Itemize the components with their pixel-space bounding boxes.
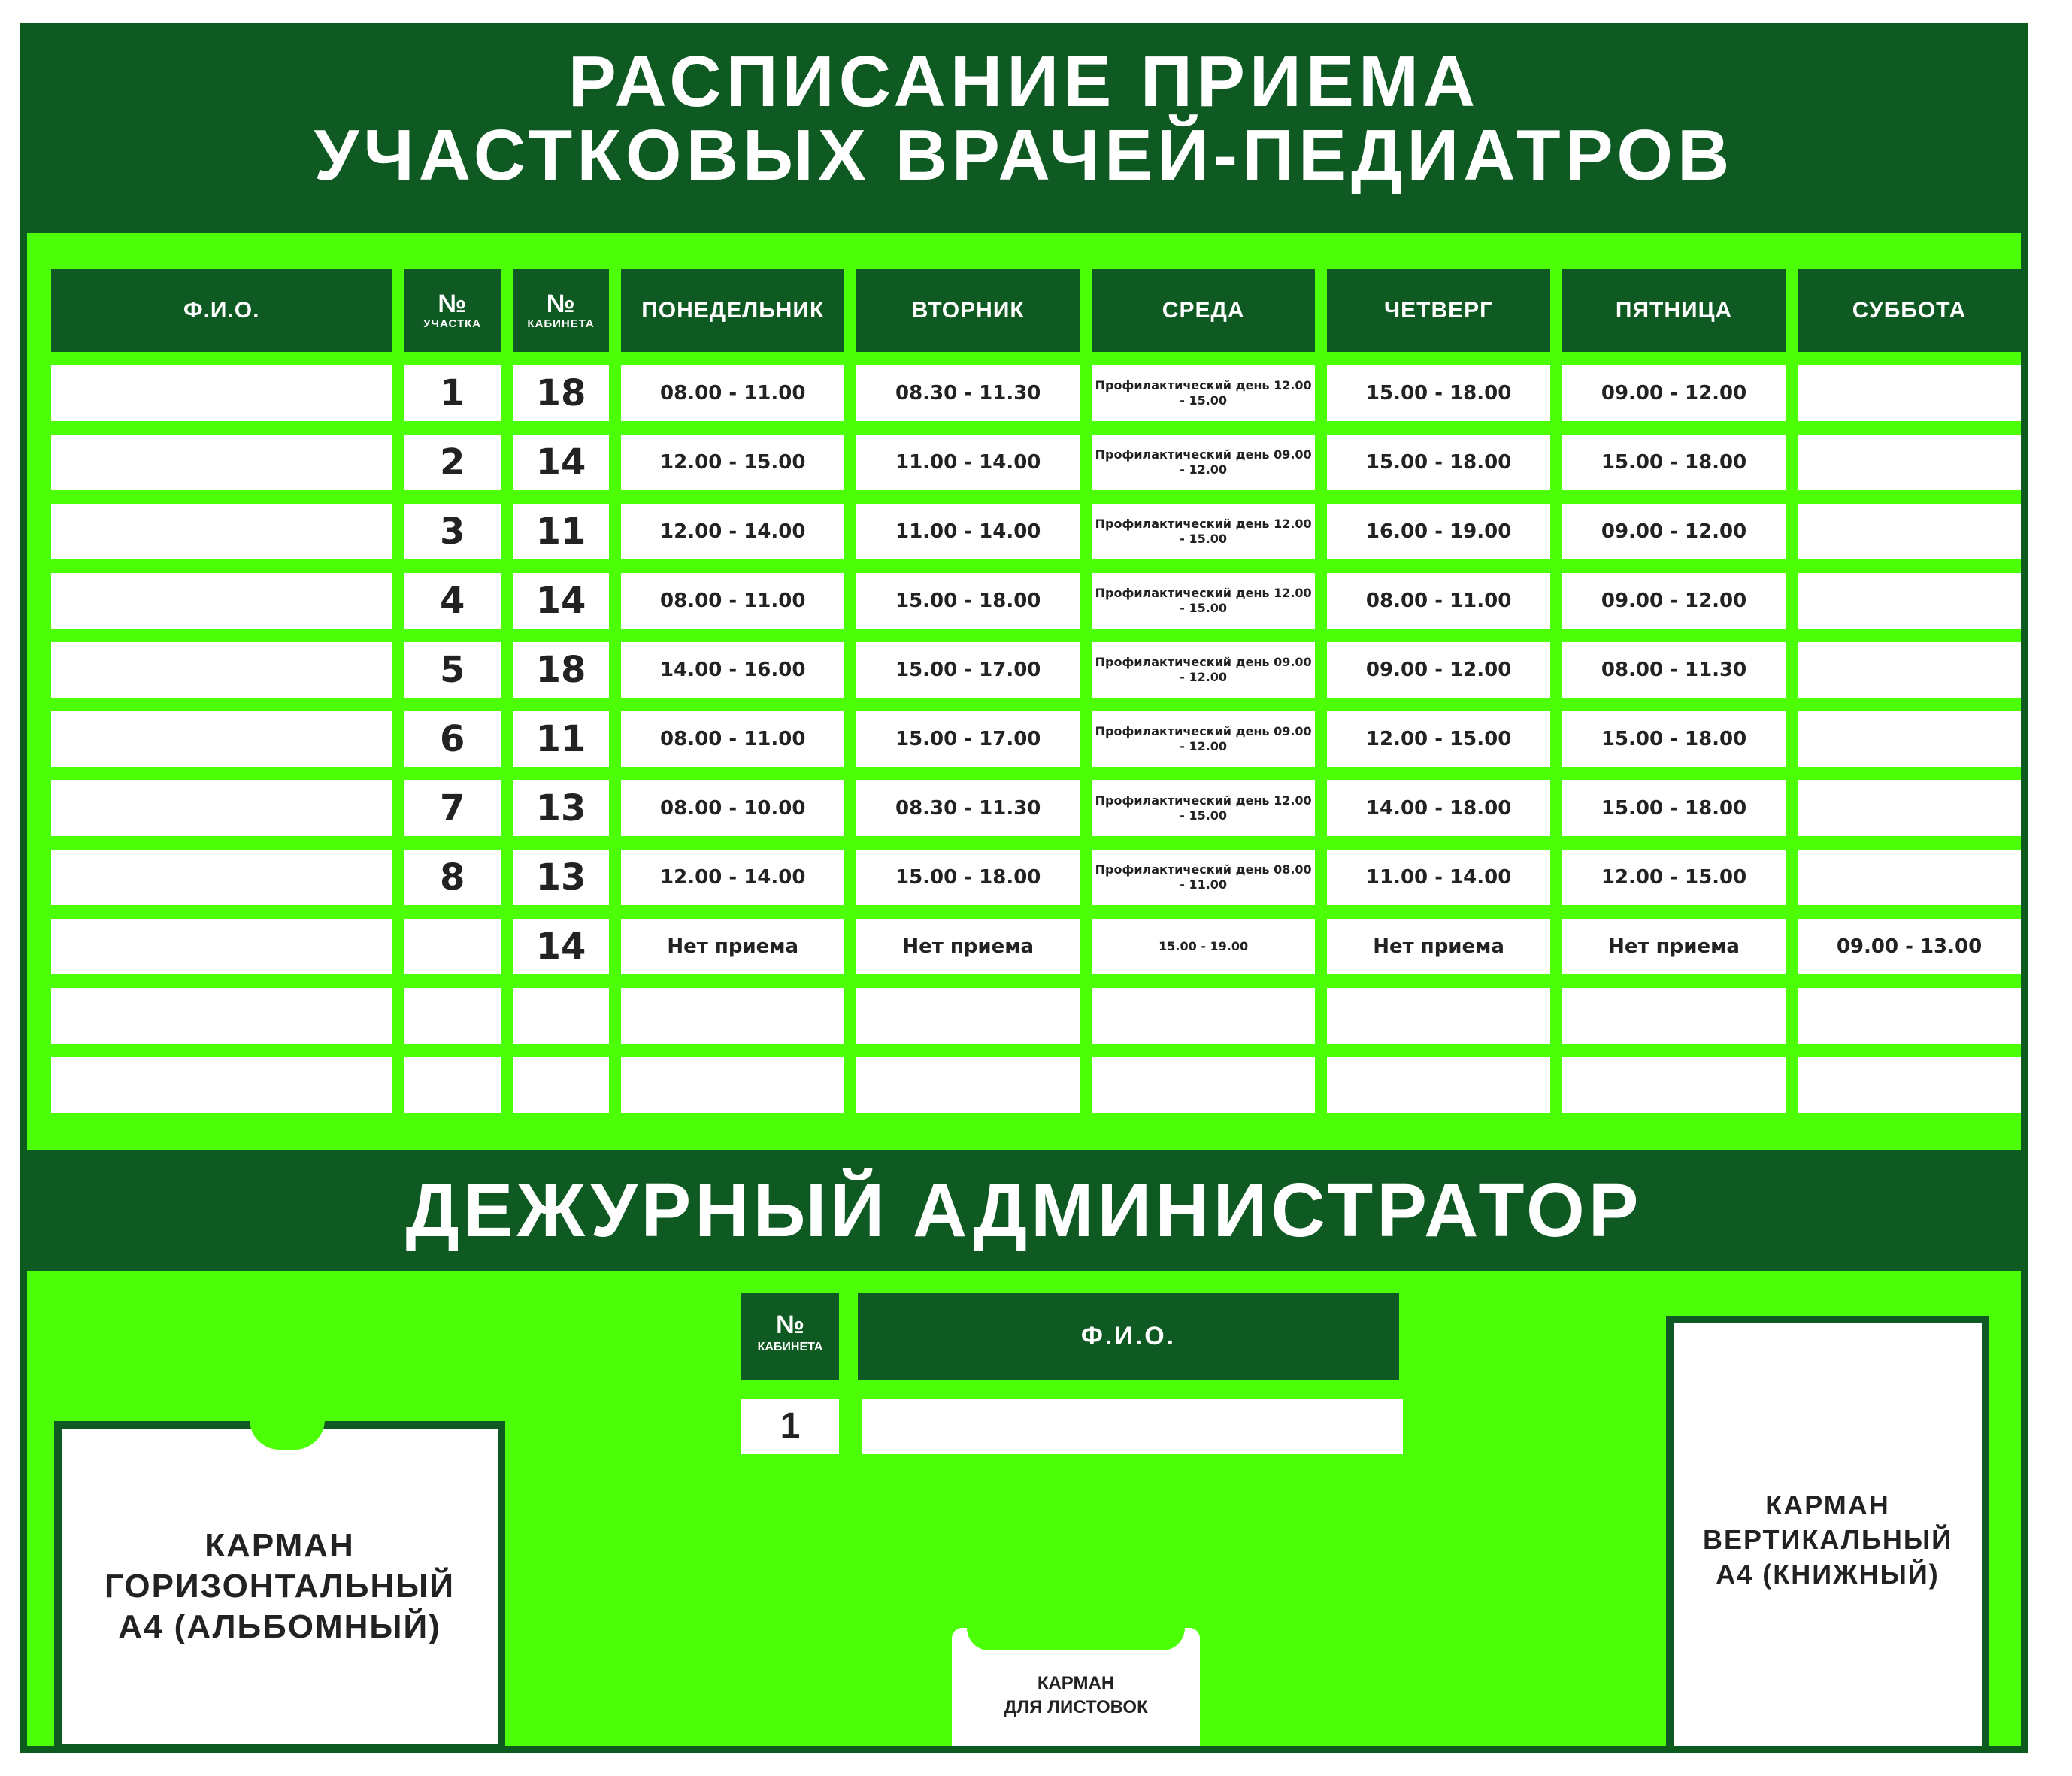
cell-monday: 08.00 - 11.00 (621, 711, 844, 767)
table-row (51, 919, 2021, 974)
cell-fio (51, 780, 392, 836)
cell-wednesday: Профилактический день 12.00 - 15.00 (1092, 573, 1315, 629)
cell-saturday (1798, 1057, 2021, 1113)
cell-wednesday: Профилактический день 12.00 - 15.00 (1092, 780, 1315, 836)
cell-uchastok: 5 (404, 642, 500, 698)
table-row (51, 1057, 2021, 1113)
cell-thursday (1327, 1057, 1550, 1113)
cell-saturday (1798, 711, 2021, 767)
cell-tuesday: 15.00 - 17.00 (856, 711, 1080, 767)
cell-friday: Нет приема (1562, 919, 1786, 974)
cell-saturday (1798, 435, 2021, 490)
cell-kabinet: 13 (513, 780, 609, 836)
pocket-leaflets (952, 1628, 1200, 1753)
header-monday: ПОНЕДЕЛЬНИК (621, 269, 844, 352)
header-kabinet-no: № (546, 289, 576, 318)
cell-thursday: 12.00 - 15.00 (1327, 711, 1550, 767)
pocket-leaflets-label: КАРМАН ДЛЯ ЛИСТОВОК (1004, 1673, 1148, 1717)
cell-uchastok (404, 919, 500, 974)
cell-fio (51, 919, 392, 974)
cell-tuesday: 15.00 - 18.00 (856, 850, 1080, 905)
cell-wednesday (1092, 988, 1315, 1044)
cell-saturday (1798, 780, 2021, 836)
schedule-body (51, 365, 2021, 1113)
header-kabinet-label: КАБИНЕТА (527, 317, 595, 330)
cell-uchastok: 1 (404, 365, 500, 421)
cell-wednesday: Профилактический день 08.00 - 11.00 (1092, 850, 1315, 905)
cell-monday: 08.00 - 11.00 (621, 573, 844, 629)
cell-fio (51, 504, 392, 559)
cell-tuesday (856, 988, 1080, 1044)
table-row (51, 711, 2021, 767)
cell-kabinet: 11 (513, 504, 609, 559)
table-row (51, 504, 2021, 559)
cell-friday: 15.00 - 18.00 (1562, 711, 1786, 767)
cell-fio (51, 988, 392, 1044)
admin-fio-cell (862, 1399, 1403, 1454)
cell-saturday (1798, 504, 2021, 559)
cell-wednesday (1092, 1057, 1315, 1113)
cell-monday (621, 1057, 844, 1113)
admin-kabinet-cell: 1 (741, 1399, 839, 1454)
header-thursday: ЧЕТВЕРГ (1327, 269, 1550, 352)
cell-uchastok (404, 1057, 500, 1113)
cell-fio (51, 1057, 392, 1113)
cell-friday (1562, 1057, 1786, 1113)
cell-uchastok: 6 (404, 711, 500, 767)
cell-kabinet: 18 (513, 365, 609, 421)
table-row (51, 780, 2021, 836)
cell-monday: 12.00 - 15.00 (621, 435, 844, 490)
cell-uchastok: 3 (404, 504, 500, 559)
cell-wednesday: 15.00 - 19.00 (1092, 919, 1315, 974)
table-row (51, 988, 2021, 1044)
header-saturday: СУББОТА (1798, 269, 2021, 352)
cell-friday: 09.00 - 12.00 (1562, 365, 1786, 421)
pocket-notch (967, 1620, 1185, 1650)
cell-friday: 09.00 - 12.00 (1562, 504, 1786, 559)
cell-fio (51, 365, 392, 421)
pocket-vertical-label: КАРМАН ВЕРТИКАЛЬНЫЙ А4 (КНИЖНЫЙ) (1702, 1489, 1953, 1590)
cell-wednesday: Профилактический день 09.00 - 12.00 (1092, 435, 1315, 490)
cell-tuesday: Нет приема (856, 919, 1080, 974)
schedule-header-row (51, 269, 2021, 352)
schedule-table (39, 256, 2028, 1126)
table-row (51, 435, 2021, 490)
cell-uchastok: 7 (404, 780, 500, 836)
info-board (20, 23, 2028, 1753)
cell-thursday: Нет приема (1327, 919, 1550, 974)
cell-monday: Нет приема (621, 919, 844, 974)
cell-kabinet: 14 (513, 435, 609, 490)
cell-kabinet: 13 (513, 850, 609, 905)
cell-fio (51, 642, 392, 698)
cell-fio (51, 435, 392, 490)
cell-thursday: 15.00 - 18.00 (1327, 435, 1550, 490)
schedule-title-line2: УЧАСТКОВЫХ ВРАЧЕЙ-ПЕДИАТРОВ (314, 115, 1734, 195)
cell-wednesday: Профилактический день 12.00 - 15.00 (1092, 504, 1315, 559)
cell-thursday: 11.00 - 14.00 (1327, 850, 1550, 905)
cell-tuesday: 15.00 - 17.00 (856, 642, 1080, 698)
cell-thursday: 15.00 - 18.00 (1327, 365, 1550, 421)
cell-friday (1562, 988, 1786, 1044)
schedule-title-line1: РАСПИСАНИЕ ПРИЕМА (568, 41, 1480, 122)
cell-kabinet: 18 (513, 642, 609, 698)
cell-tuesday: 11.00 - 14.00 (856, 504, 1080, 559)
pocket-horizontal-a4 (54, 1421, 505, 1752)
cell-uchastok: 4 (404, 573, 500, 629)
table-row (51, 642, 2021, 698)
header-tuesday: ВТОРНИК (856, 269, 1080, 352)
cell-wednesday: Профилактический день 12.00 - 15.00 (1092, 365, 1315, 421)
cell-saturday: 09.00 - 13.00 (1798, 919, 2021, 974)
cell-friday: 09.00 - 12.00 (1562, 573, 1786, 629)
cell-friday: 15.00 - 18.00 (1562, 780, 1786, 836)
header-wednesday: СРЕДА (1092, 269, 1315, 352)
cell-fio (51, 711, 392, 767)
cell-monday: 08.00 - 10.00 (621, 780, 844, 836)
cell-monday (621, 988, 844, 1044)
header-fio: Ф.И.О. (51, 269, 392, 352)
cell-kabinet: 14 (513, 573, 609, 629)
cell-kabinet (513, 1057, 609, 1113)
cell-friday: 15.00 - 18.00 (1562, 435, 1786, 490)
cell-thursday: 14.00 - 18.00 (1327, 780, 1550, 836)
cell-uchastok: 2 (404, 435, 500, 490)
cell-tuesday: 08.30 - 11.30 (856, 780, 1080, 836)
cell-uchastok: 8 (404, 850, 500, 905)
cell-thursday (1327, 988, 1550, 1044)
cell-kabinet (513, 988, 609, 1044)
pocket-vertical-a4 (1666, 1316, 1989, 1753)
schedule-title-band (27, 30, 2021, 233)
cell-friday: 08.00 - 11.30 (1562, 642, 1786, 698)
cell-saturday (1798, 850, 2021, 905)
table-row (51, 365, 2021, 421)
table-row (51, 573, 2021, 629)
admin-header-kabinet (741, 1293, 839, 1380)
cell-tuesday: 11.00 - 14.00 (856, 435, 1080, 490)
cell-tuesday: 15.00 - 18.00 (856, 573, 1080, 629)
admin-header-kabinet-no: № (776, 1311, 804, 1339)
pocket-notch (250, 1420, 325, 1450)
admin-header-kabinet-label: КАБИНЕТА (757, 1341, 823, 1353)
pocket-horizontal-label: КАРМАН ГОРИЗОНТАЛЬНЫЙ А4 (АЛЬБОМНЫЙ) (105, 1527, 455, 1645)
cell-thursday: 09.00 - 12.00 (1327, 642, 1550, 698)
cell-wednesday: Профилактический день 09.00 - 12.00 (1092, 642, 1315, 698)
admin-title: ДЕЖУРНЫЙ АДМИНИСТРАТОР (27, 1150, 2021, 1271)
cell-monday: 12.00 - 14.00 (621, 504, 844, 559)
header-friday: ПЯТНИЦА (1562, 269, 1786, 352)
cell-tuesday (856, 1057, 1080, 1113)
cell-uchastok (404, 988, 500, 1044)
cell-saturday (1798, 573, 2021, 629)
header-uchastok-label: УЧАСТКА (423, 317, 482, 330)
cell-friday: 12.00 - 15.00 (1562, 850, 1786, 905)
cell-fio (51, 573, 392, 629)
cell-kabinet: 14 (513, 919, 609, 974)
cell-wednesday: Профилактический день 09.00 - 12.00 (1092, 711, 1315, 767)
cell-saturday (1798, 988, 2021, 1044)
admin-header-fio: Ф.И.О. (858, 1293, 1399, 1380)
cell-tuesday: 08.30 - 11.30 (856, 365, 1080, 421)
cell-fio (51, 850, 392, 905)
cell-monday: 14.00 - 16.00 (621, 642, 844, 698)
cell-monday: 08.00 - 11.00 (621, 365, 844, 421)
cell-monday: 12.00 - 14.00 (621, 850, 844, 905)
cell-saturday (1798, 642, 2021, 698)
cell-kabinet: 11 (513, 711, 609, 767)
cell-thursday: 16.00 - 19.00 (1327, 504, 1550, 559)
header-kabinet (513, 269, 609, 352)
cell-saturday (1798, 365, 2021, 421)
header-uchastok (404, 269, 500, 352)
table-row (51, 850, 2021, 905)
header-uchastok-no: № (438, 289, 468, 318)
cell-thursday: 08.00 - 11.00 (1327, 573, 1550, 629)
